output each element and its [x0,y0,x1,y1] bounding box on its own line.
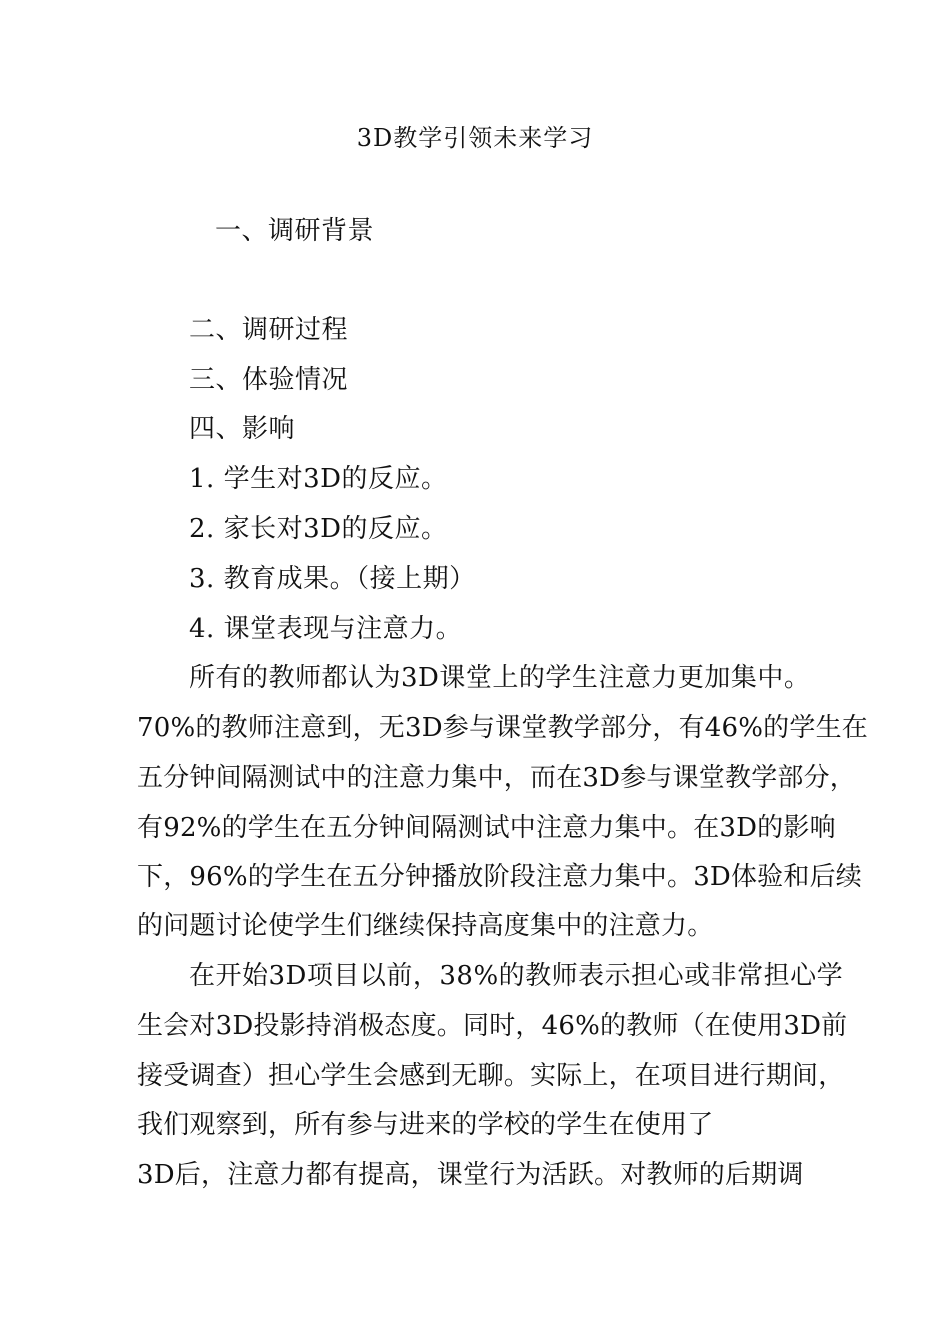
list-item: 3. 教育成果。（接上期） [189,564,476,594]
heading-experience: 三、体验情况 [189,365,349,395]
paragraph-line: 70%的教师注意到，无3D参与课堂教学部分，有46%的学生在 [137,713,868,743]
heading-process: 二、调研过程 [189,315,349,345]
list-item: 2. 家长对3D的反应。 [189,514,448,544]
paragraph-line: 在开始3D项目以前，38%的教师表示担心或非常担心学 [189,961,844,991]
list-item: 1. 学生对3D的反应。 [189,464,448,494]
paragraph-line: 生会对3D投影持消极态度。同时，46%的教师（在使用3D前 [137,1011,848,1041]
paragraph-line: 所有的教师都认为3D课堂上的学生注意力更加集中。 [189,663,811,693]
paragraph-line: 五分钟间隔测试中的注意力集中，而在3D参与课堂教学部分， [137,763,856,793]
paragraph-line: 有92%的学生在五分钟间隔测试中注意力集中。在3D的影响 [137,813,836,843]
paragraph-line: 的问题讨论使学生们继续保持高度集中的注意力。 [137,911,714,941]
document-title: 3D教学引领未来学习 [356,124,594,152]
heading-background: 一、调研背景 [215,216,375,246]
paragraph-line: 我们观察到，所有参与进来的学校的学生在使用了 [137,1110,714,1140]
heading-impact: 四、影响 [189,414,296,444]
paragraph-line: 下，96%的学生在五分钟播放阶段注意力集中。3D体验和后续 [137,862,862,892]
paragraph-line: 3D后，注意力都有提高，课堂行为活跃。对教师的后期调 [137,1160,804,1190]
list-item: 4. 课堂表现与注意力。 [189,614,463,644]
paragraph-line: 接受调查）担心学生会感到无聊。实际上，在项目进行期间， [137,1061,845,1091]
